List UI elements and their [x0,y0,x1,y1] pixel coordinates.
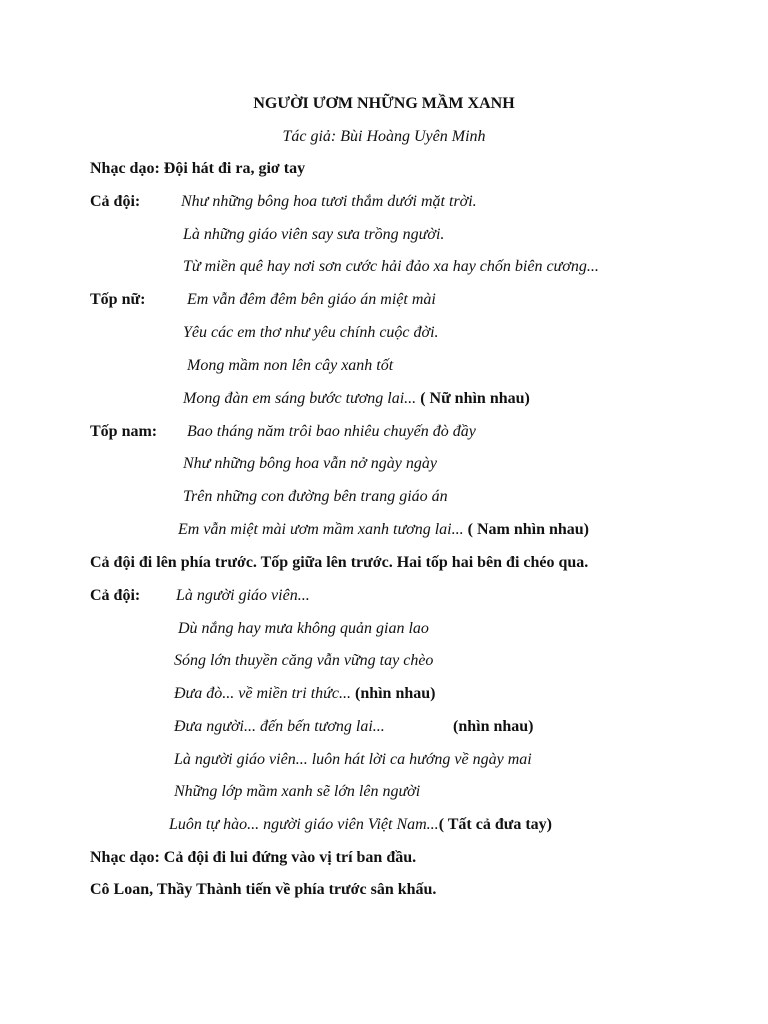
lyric-text: Như những bông hoa vẫn nở ngày ngày [183,455,437,472]
lyric-text: Đưa đò... về miền tri thức... [174,685,351,702]
lyric-text: Mong đàn em sáng bước tương lai... [183,390,417,407]
lyric-text: Như những bông hoa tươi thắm dưới mặt trời. [181,193,477,210]
stage-note: (nhìn nhau) [354,685,436,702]
stage-note: ( Nữ nhìn nhau) [420,390,530,407]
lyric-text: Là người giáo viên... luôn hát lời ca hướng về ngày mai [174,751,532,768]
part-label: Tốp nam: [90,423,158,440]
lyric-text: Từ miền quê hay nơi sơn cước hải đảo xa hay chốn biên cương... [183,258,599,275]
document-title: NGƯỜI ƯƠM NHỮNG MẦM XANH [253,95,515,112]
lyric-text: Trên những con đường bên trang giáo án [183,488,448,505]
document-author: Tác giả: Bùi Hoàng Uyên Minh [282,128,486,145]
stage-note: ( Tất cả đưa tay) [438,816,552,833]
stage-direction: Nhạc dạo: Đội hát đi ra, giơ tay [90,160,306,177]
lyric-text: Là người giáo viên... [176,587,310,604]
lyric-text: Mong mầm non lên cây xanh tốt [187,357,394,374]
stage-direction: Cả đội đi lên phía trước. Tốp giữa lên trước. Hai tốp hai bên đi chéo qua. [90,554,589,571]
lyric-text: Em vẫn đêm đêm bên giáo án miệt mài [187,291,436,308]
stage-direction: Nhạc dạo: Cả đội đi lui đứng vào vị trí ban đầu. [90,849,417,866]
lyric-text: Luôn tự hào... người giáo viên Việt Nam... [169,816,439,833]
lyric-text: Những lớp mầm xanh sẽ lớn lên người [174,783,421,800]
stage-direction: Cô Loan, Thầy Thành tiến về phía trước sân khấu. [90,881,437,898]
part-label: Tốp nữ: [90,291,146,308]
lyric-text: Bao tháng năm trôi bao nhiêu chuyến đò đầy [187,423,476,440]
stage-note: ( Nam nhìn nhau) [467,521,589,538]
lyric-text: Em vẫn miệt mài ươm mầm xanh tương lai... [178,521,464,538]
lyric-text: Yêu các em thơ như yêu chính cuộc đời. [183,324,439,341]
lyric-text: Dù nắng hay mưa không quản gian lao [178,620,429,637]
part-label: Cả đội: [90,193,141,210]
stage-note: (nhìn nhau) [453,718,534,735]
lyric-text: Đưa người... đến bến tương lai... [174,718,385,735]
part-label: Cả đội: [90,587,141,604]
lyric-text: Sóng lớn thuyền căng vẫn vững tay chèo [174,652,434,669]
lyric-text: Là những giáo viên say sưa trồng người. [183,226,445,243]
